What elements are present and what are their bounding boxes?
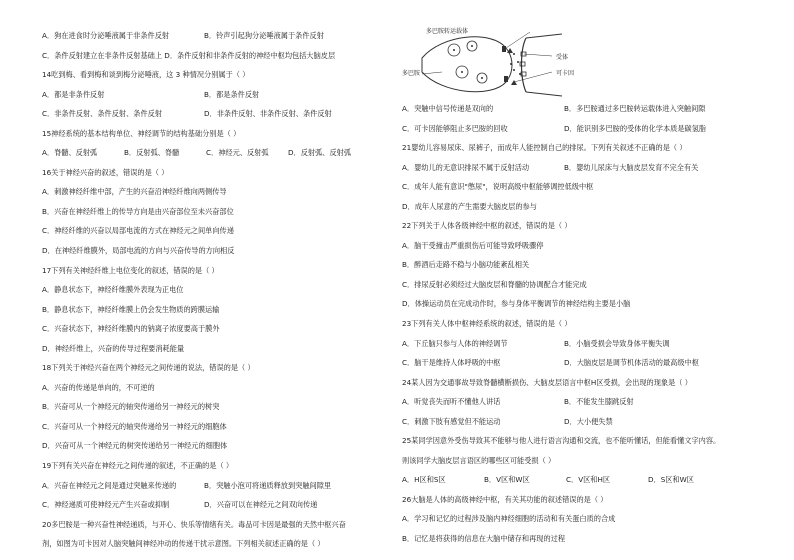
left-column [42,31,414,559]
text-line [402,241,774,261]
text-content: 24某人因为交通事故导致脊髓横断损伤、大脑皮层语言中枢H区受损，会出现的现象是（ ） [402,377,692,387]
text-content: 15神经系统的基本结构单位、神经调节的结构基础分别是（ ） [42,128,241,138]
answer-option: A．H区和S区 [402,475,446,485]
text-content: 26大脑是人体的高级神经中枢，有关其功能的叙述错误的是（ ） [402,494,608,504]
text-line [42,226,414,246]
text-content: D．体操运动员在完成动作时，参与身体平衡调节的神经结构主要是小脑 [402,299,631,309]
text-line [402,456,774,476]
text-content: 25某同学因意外受伤导致其不能够与他人进行语言沟通和交流，也不能听懂话，但能看懂文字内容。 [402,436,721,446]
text-content: 20多巴胺是一种兴奋性神经递质，与开心、快乐等情绪有关。毒品可卡因是最强的天然中枢兴奋 [42,519,346,529]
answer-option: B．反射弧、脊髓 [124,148,180,158]
label-transporter: 多巴胺转运载体 [426,28,469,35]
text-content: 则该同学大脑皮层言语区的哪些区可能受损（ ） [402,455,556,465]
text-line [42,500,414,520]
answer-option: D．大脑皮层是调节机体活动的最高级中枢 [564,358,699,368]
text-line [42,51,414,71]
figure-spacer [402,31,774,104]
text-content: B．醉酒后走路不稳与小脑功能紊乱相关 [402,260,530,270]
answer-option: C．刺激下肢有感觉但不能运动 [402,416,501,426]
answer-option: A．都是非条件反射 [42,89,105,99]
text-line [42,168,414,188]
answer-option: A．下丘脑只参与人体的神经调节 [402,338,508,348]
answer-option: B．突触小泡可将递质释放到突触间隙里 [204,480,332,490]
text-line [402,202,774,222]
text-line [402,280,774,300]
text-content: C．兴奋状态下，神经纤维膜内的钠离子浓度要高于膜外 [42,324,220,334]
text-line [402,534,774,554]
answer-option: B．多巴胺通过多巴胺转运载体进入突触间隙 [564,104,706,113]
text-content: D．神经纤维上，兴奋的传导过程要消耗能量 [42,343,185,353]
answer-option: B．不能发生膝跳反射 [564,397,634,407]
text-line [42,344,414,364]
text-line [402,358,774,378]
text-line [402,378,774,398]
text-content: 22下列关于人体各级神经中枢的叙述，错误的是（ ） [402,221,572,231]
text-content: A．脑干受撞击严重损伤后可能导致呼吸骤停 [402,240,544,250]
text-line [42,363,414,383]
text-content: D．成年人尿意的产生需要大脑皮层的参与 [402,201,537,211]
text-content: 19下列有关兴奋在神经元之间传递的叙述，不正确的是（ ） [42,461,234,471]
text-line [402,436,774,456]
text-content: D．兴奋可从一个神经元的树突传递给另一神经元的细胞体 [42,441,228,451]
label-dopamine: 多巴胺 [402,70,421,77]
text-line [402,319,774,339]
answer-option: C．脑干是维持人体呼吸的中枢 [402,358,501,368]
answer-option: A．突触中信号传递是双向的 [402,104,494,113]
right-column [402,31,774,554]
text-line [42,31,414,51]
text-content: C．排尿反射必须经过大脑皮层和脊髓的协调配合才能完成 [402,279,587,289]
answer-option: B．婴幼儿尿床与大脑皮层发育不完全有关 [564,162,699,172]
text-content: 23下列有关人体中枢神经系统的叙述，错误的是（ ） [402,319,572,329]
text-line [42,70,414,90]
answer-option: A．听觉丧失而听不懂他人讲话 [402,397,501,407]
text-line [402,495,774,515]
answer-option: B．V区和W区 [484,475,530,485]
text-content: B．静息状态下，神经纤维膜上仍会发生物质的跨膜运输 [42,304,220,314]
text-line [402,143,774,163]
text-content: B．兴奋可从一个神经元的轴突传递给另一神经元的树突 [42,402,220,412]
text-line [402,260,774,280]
answer-option: D．大小便失禁 [564,416,613,426]
text-line [402,182,774,202]
text-line [402,475,774,495]
text-content: C．兴奋可从一个神经元的轴突传递给另一神经元的细胞体 [42,421,227,431]
text-content: D．在神经纤维膜外，局部电流的方向与兴奋传导的方向相反 [42,246,235,256]
text-content: 16关于神经兴奋的叙述，错误的是（ ） [42,167,169,177]
text-line [42,129,414,149]
text-content: A．静息状态下，神经纤维膜外表现为正电位 [42,285,184,295]
text-content: A．学习和记忆的过程涉及脑内神经细胞的活动和有关蛋白质的合成 [402,514,616,524]
text-line [402,163,774,183]
text-line [42,246,414,266]
text-content: A．兴奋的传递是单向的，不可逆的 [42,382,155,392]
text-line [42,187,414,207]
text-content: 17下列有关神经纤维上电位变化的叙述，错误的是（ ） [42,265,219,275]
text-content: C．条件反射建立在非条件反射基础上 D．条件反射和非条件反射的神经中枢均包括大脑皮层 [42,50,336,60]
text-line [402,339,774,359]
text-content: C．神经纤维的兴奋以局部电流的方式在神经元之间单向传递 [42,226,234,236]
answer-option: A．狗在进食时分泌唾液属于非条件反射 [42,31,170,40]
answer-option: C．V区和H区 [566,475,611,485]
answer-option: A．兴奋在神经元之间是通过突触来传递的 [42,480,177,490]
text-line [42,109,414,129]
text-line [42,422,414,442]
text-line [402,221,774,241]
label-receptor: 受体 [556,54,569,61]
text-line [42,324,414,344]
answer-option: C．可卡因能够阻止多巴胺的回收 [402,123,508,133]
answer-option: D．能识别多巴胺的受体的化学本质是碳氢脂 [564,123,707,133]
text-content: 21婴幼儿容易尿床、尿裤子，而成年人能控制自己的排尿。下列有关叙述不正确的是（ ） [402,143,687,153]
text-line [42,441,414,461]
text-line [42,520,414,540]
text-line [42,285,414,305]
text-line [402,514,774,534]
text-line [402,397,774,417]
text-line [42,305,414,325]
text-line [42,90,414,110]
text-line [402,124,774,144]
text-line [42,481,414,501]
answer-option: C．神经递质可使神经元产生兴奋或抑制 [42,500,170,510]
text-line [42,461,414,481]
text-line [402,104,774,124]
answer-option: A．脊髓、反射弧 [42,148,98,158]
text-content: C．成年人能有意识"憋尿"，说明高级中枢能够调控低级中枢 [402,182,594,192]
answer-option: D．反射弧、反射弧 [288,148,352,158]
answer-option: C．神经元、反射弧 [206,148,269,158]
label-cocaine: 可卡因 [556,70,575,77]
text-line [42,266,414,286]
answer-option: B．都是条件反射 [204,89,260,99]
text-line [42,383,414,403]
text-content: 剂，如图为可卡因对人脑突触间神经冲动的传递干扰示意图。下列相关叙述正确的是（ ） [42,539,325,549]
text-line [42,539,414,559]
text-content: A．刺激神经纤维中部，产生的兴奋沿神经纤维向两侧传导 [42,187,227,197]
text-content: 18下列关于神经兴奋在两个神经元之间传递的说法，错误的是（ ） [42,363,255,373]
text-content: 14吃到梅、看到梅和谈到梅分泌唾液，这 3 种情况分别属于（ ） [42,70,250,80]
answer-option: D．兴奋可以在神经元之间双向传递 [204,500,318,510]
answer-option: A．婴幼儿的无意识排尿不属于反射活动 [402,162,530,172]
text-line [402,299,774,319]
answer-option: B．铃声引起狗分泌唾液属于条件反射 [204,31,324,40]
answer-option: D．非条件反射、非条件反射、条件反射 [204,109,332,119]
answer-option: C．非条件反射、条件反射、条件反射 [42,109,163,119]
text-line [42,148,414,168]
answer-option: B．小脑受损会导致身体平衡失调 [564,338,670,348]
text-content: B．记忆是将获得的信息在大脑中储存和再现的过程 [402,534,566,544]
answer-option: D．S区和W区 [648,475,694,485]
text-line [402,417,774,437]
text-line [42,207,414,227]
text-line [42,402,414,422]
text-content: B．兴奋在神经纤维上的传导方向是由兴奋部位至未兴奋部位 [42,206,234,216]
